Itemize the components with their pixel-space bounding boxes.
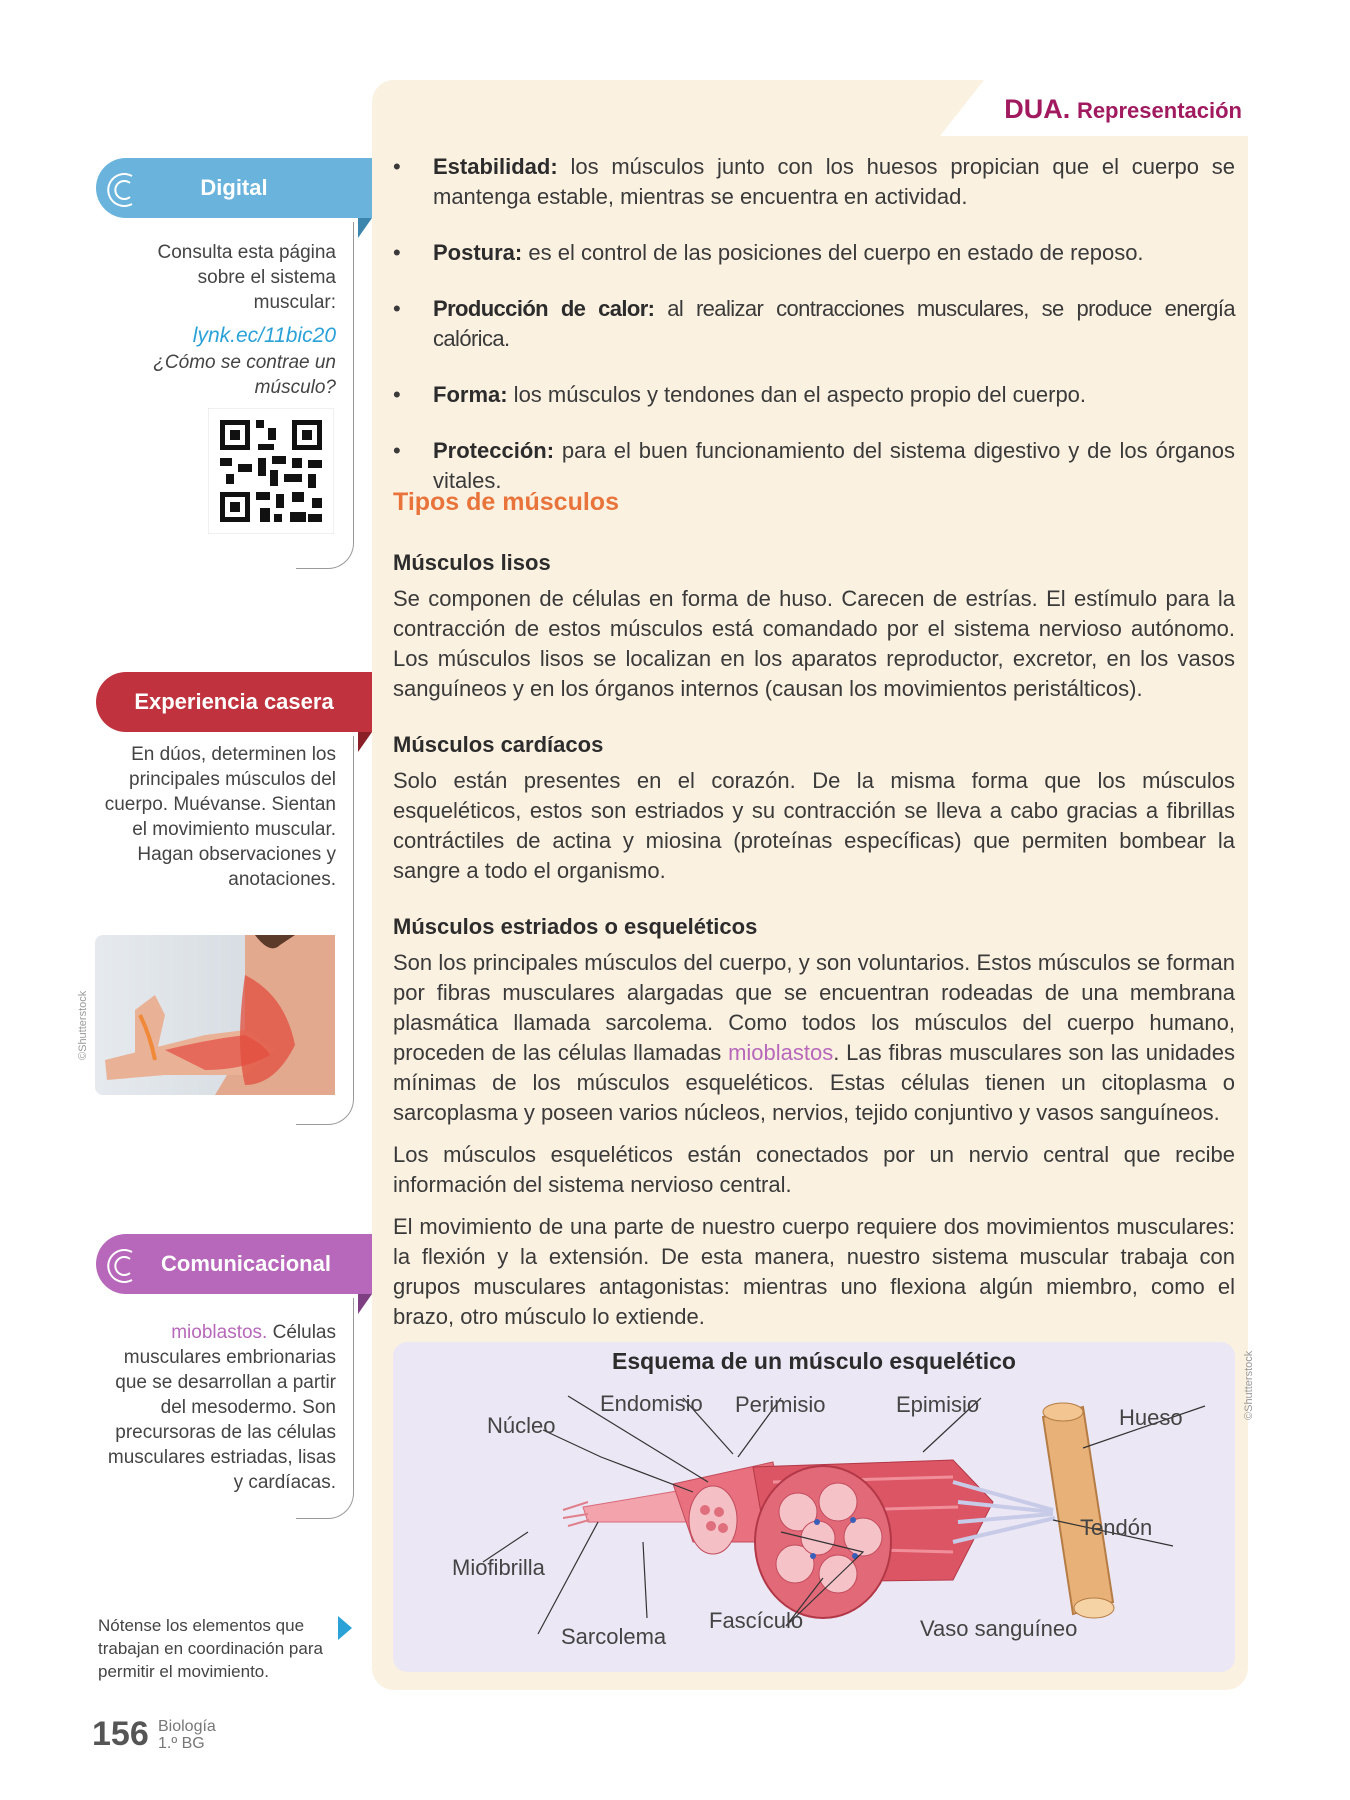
subject-name: Biología xyxy=(158,1718,216,1735)
function-list xyxy=(393,152,1235,522)
paragraph-estriados: Son los principales músculos del cuerpo, y son voluntarios. Estos músculos se forman por fibras musculares alargadas que se encuentran rodeadas de una membrana plasmática llamada sarcolema. Como todos los músculos del cuerpo humano, proceden de las células llamadas mioblastos. Las fibras musculares son las unidades mínimas de los músculos esqueléticos. Estas células tienen un citoplasma o sarcoplasma y poseen varios núcleos, nervios, tejido conjuntivo y vasos sanguíneos. xyxy=(393,950,1236,1125)
digital-text: Consulta esta página sobre el sistema muscular: xyxy=(157,242,336,313)
paragraph-conexion: Los músculos esqueléticos están conectados por un nervio central que recibe información del sistema nervioso central. xyxy=(393,1142,1235,1197)
paragraph-cardiacos: Solo están presentes en el corazón. De la misma forma que los músculos esqueléticos, estos son estriados y su contracción se lleva a cabo gracias a fibrillas contráctiles de actina y miosina (proteínas específicas) que permiten bombear la sangre a todo el organismo. xyxy=(393,768,1235,883)
list-item: • Postura: es el control de las posiciones del cuerpo en estado de reposo. xyxy=(393,240,1144,265)
label-sarcolema: Sarcolema xyxy=(561,1624,667,1649)
digital-link[interactable]: lynk.ec/11bic20 xyxy=(192,324,336,347)
digital-header xyxy=(96,158,372,218)
page-number: 156 xyxy=(92,1715,149,1753)
list-item: • Forma: los músculos y tendones dan el aspecto propio del cuerpo. xyxy=(393,382,1087,407)
digital-fold xyxy=(358,218,372,238)
arrow-right-icon xyxy=(338,1616,352,1640)
arm-photo xyxy=(95,935,335,1095)
mioblastos-term: mioblastos. xyxy=(171,1322,268,1343)
comunicacional-title: Comunicacional xyxy=(161,1251,331,1276)
mioblastos-link[interactable]: mioblastos xyxy=(728,1040,834,1065)
digital-question: ¿Cómo se contrae un músculo? xyxy=(153,352,336,398)
list-item: • Protección: para el buen funcionamiento del sistema digestivo y de los órganos vitales. xyxy=(393,438,1235,493)
dua-header xyxy=(1004,94,1242,125)
list-item: • Producción de calor: al realizar contracciones musculares, se produce energía calórica. xyxy=(393,296,1235,351)
footer-subject xyxy=(158,1718,216,1752)
paragraph-lisos: Se componen de células en forma de huso. Carecen de estrías. El estímulo para la contracción de estos músculos está comandado por el sistema nervioso autónomo. Los músculos lisos se localizan en los aparatos reproductor, excretor, en los vasos sanguíneos y en los órganos internos (causan los movimientos peristálticos). xyxy=(393,586,1235,701)
paragraph-movimiento: El movimiento de una parte de nuestro cuerpo requiere dos movimientos musculares: la flexión y la extensión. De esta manera, nuestro sistema muscular trabaja con grupos musculares antagonistas: mientras uno flexiona algún miembro, como el brazo, otro músculo lo extiende. xyxy=(393,1214,1235,1329)
label-nucleo: Núcleo xyxy=(487,1413,556,1438)
comunicacional-text: mioblastos. Células musculares embrionarias que se desarrollan a partir del mesodermo. Son precursoras de las células musculares estriadas, lisas y cardíacas. xyxy=(107,1322,336,1493)
comunicacional-fold xyxy=(358,1294,372,1314)
dua-subtitle: Representación xyxy=(1076,98,1242,123)
label-hueso: Hueso xyxy=(1119,1405,1183,1430)
digital-title: Digital xyxy=(200,175,268,200)
comunicacional-header xyxy=(96,1234,372,1294)
qr-code-icon[interactable] xyxy=(208,408,334,534)
label-tendon: Tendón xyxy=(1080,1515,1153,1540)
figure-note: Nótense los elementos que trabajan en coordinación para permitir el movimiento. xyxy=(98,1616,323,1681)
casera-header xyxy=(96,672,372,732)
photo-credit: ©Shutterstock xyxy=(77,990,89,1060)
label-endomisio: Endomisio xyxy=(600,1391,703,1416)
label-miofibrilla: Miofibrilla xyxy=(452,1555,545,1580)
list-item: • Estabilidad: los músculos junto con los huesos propician que el cuerpo se mantenga estable, mientras se encuentra en actividad. xyxy=(393,154,1235,209)
subheading-lisos: Músculos lisos xyxy=(393,550,551,575)
label-perimisio: Perimisio xyxy=(735,1392,826,1417)
figure-title: Esquema de un músculo esquelético xyxy=(612,1348,1016,1374)
casera-text: En dúos, determinen los principales músculos del cuerpo. Muévanse. Sientan el movimiento muscular. Hagan observaciones y anotaciones. xyxy=(104,744,336,890)
casera-title: Experiencia casera xyxy=(134,689,334,714)
casera-fold xyxy=(358,732,372,752)
label-epimisio: Epimisio xyxy=(896,1392,980,1417)
label-fasciculo: Fascículo xyxy=(709,1608,804,1633)
subheading-estriados: Músculos estriados o esqueléticos xyxy=(393,914,758,939)
dua-label: DUA. xyxy=(1004,94,1071,124)
subheading-cardiacos: Músculos cardíacos xyxy=(393,732,604,757)
grade-level: 1.º BG xyxy=(158,1735,205,1752)
label-vaso: Vaso sanguíneo xyxy=(920,1616,1078,1641)
section-title: Tipos de músculos xyxy=(393,488,619,516)
figure-credit: ©Shutterstock xyxy=(1243,1350,1255,1420)
